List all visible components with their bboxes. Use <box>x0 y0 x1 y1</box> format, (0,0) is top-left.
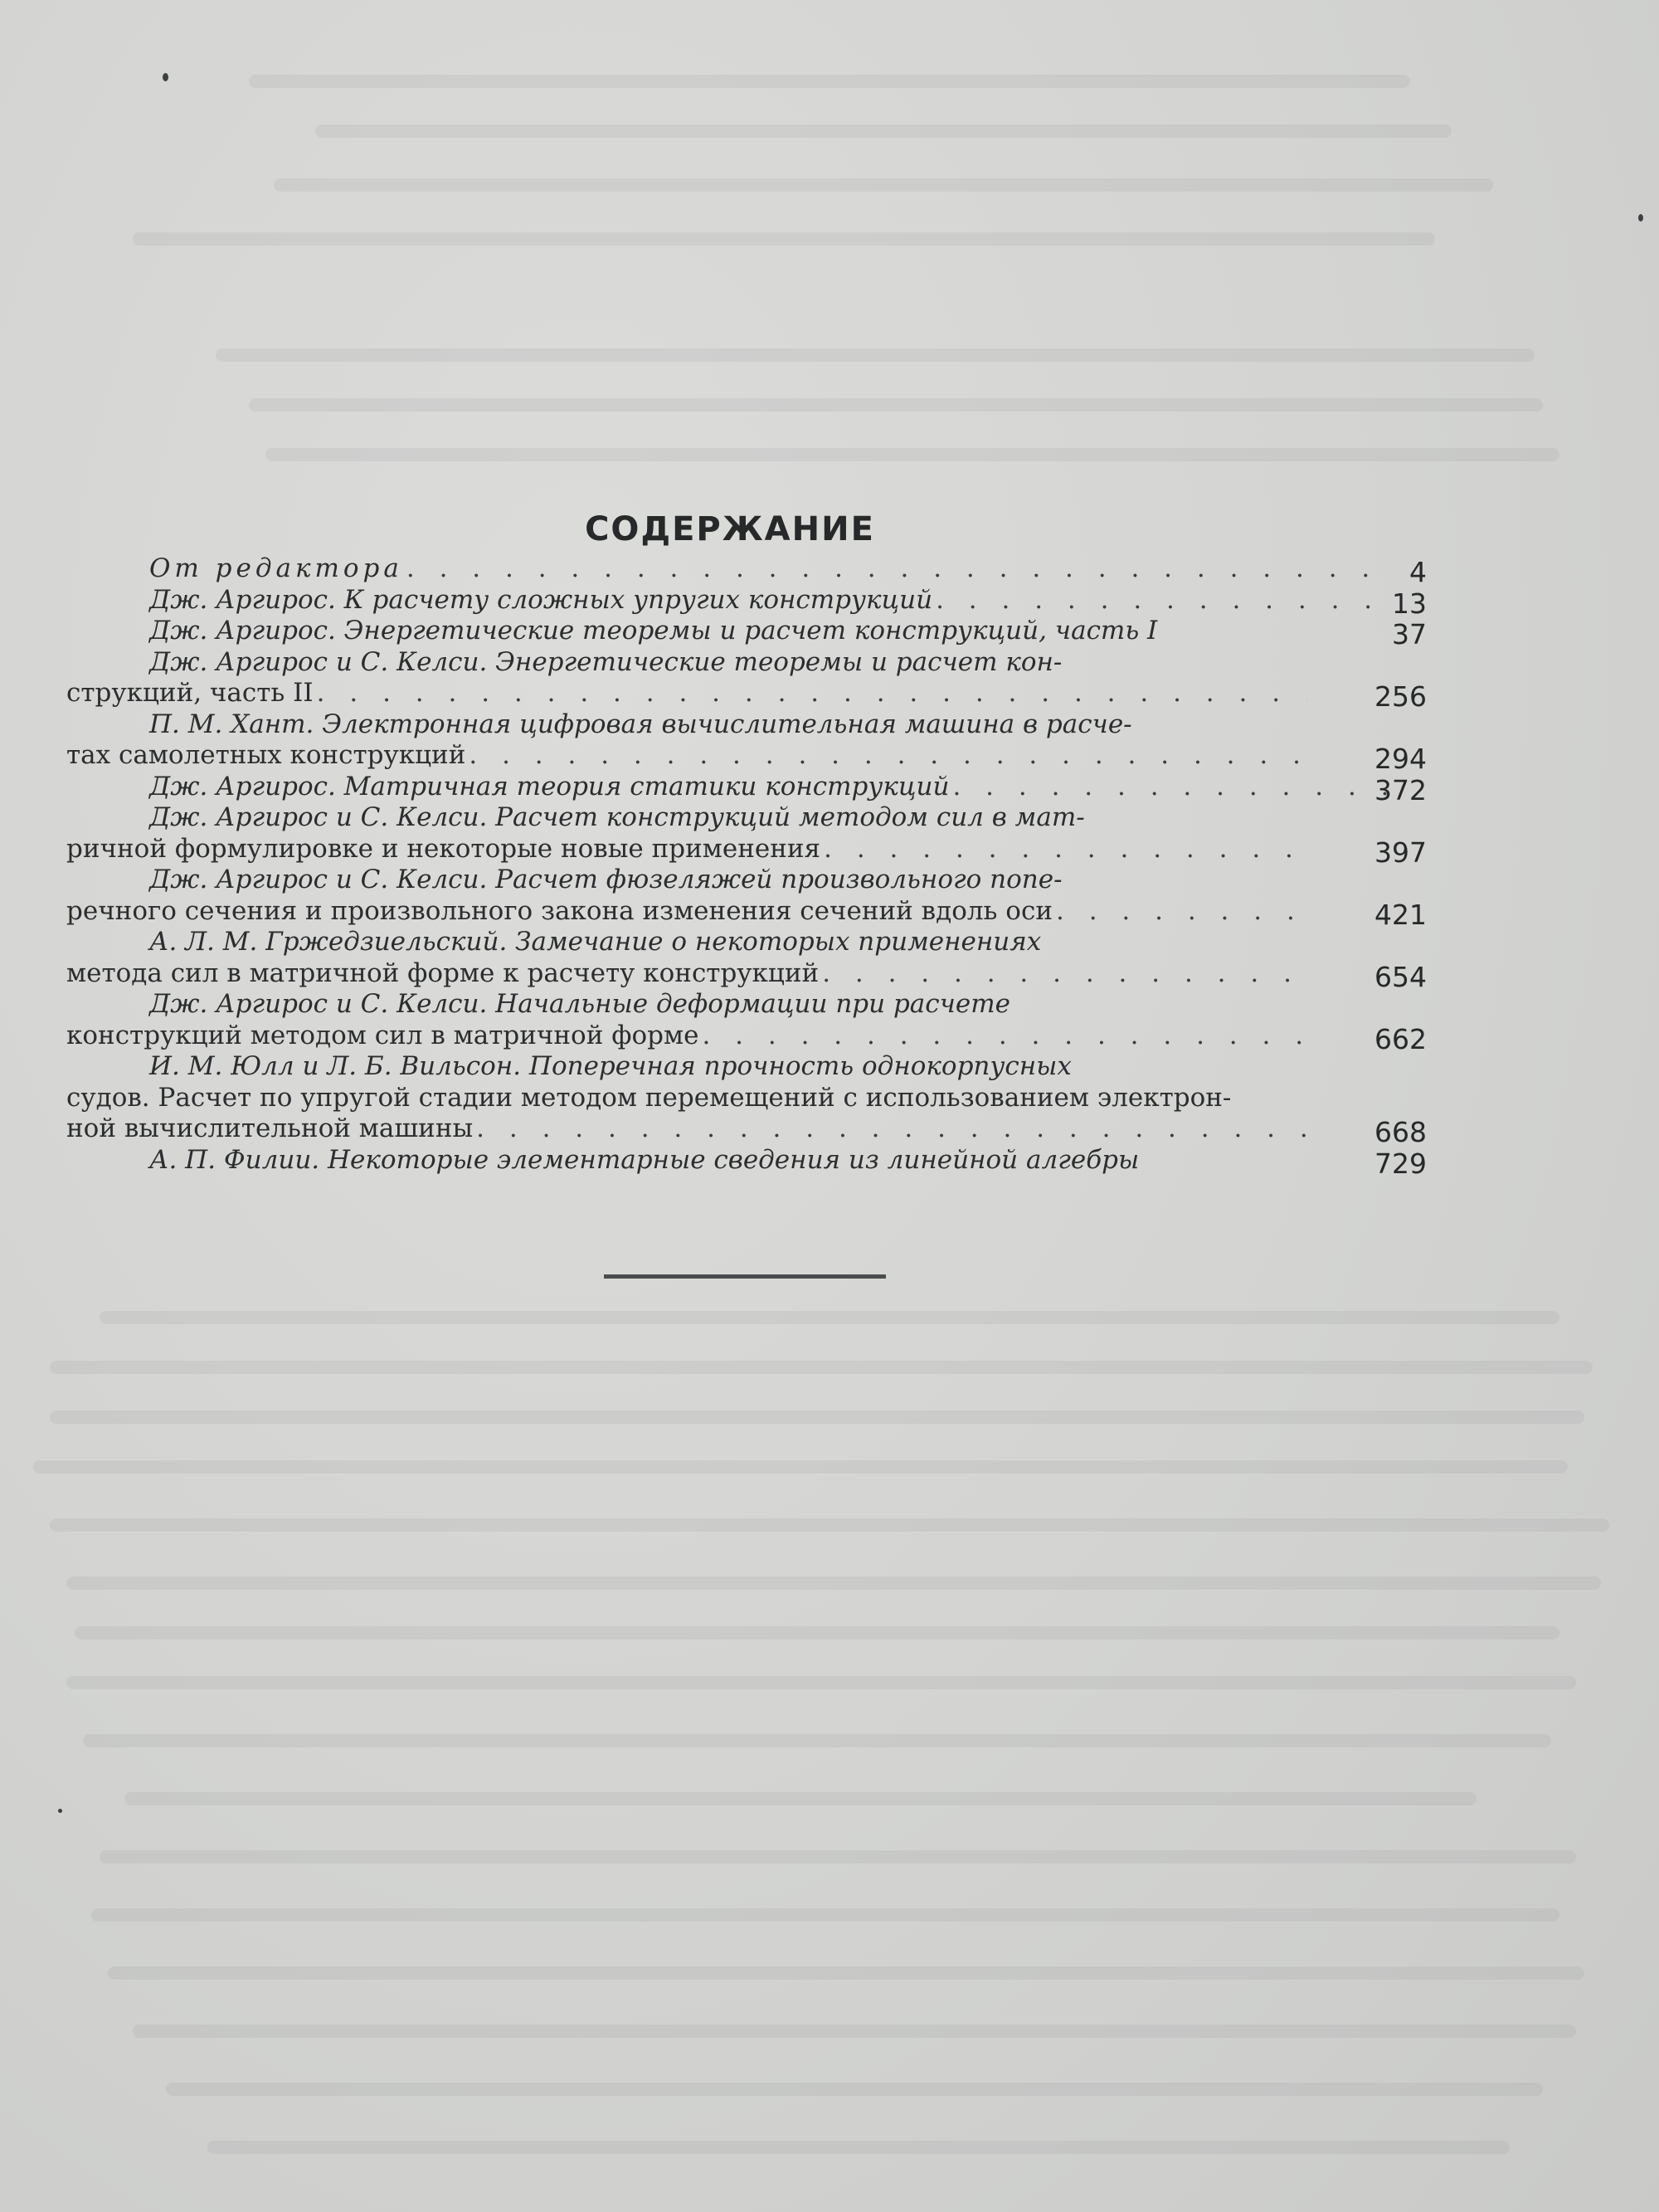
toc-entry <box>66 646 1427 713</box>
entry-text-continued: тах самолетных конструкций <box>66 740 466 770</box>
entry-text: От редактора <box>149 553 403 583</box>
page-number: 372 <box>1374 773 1427 806</box>
page-number: 654 <box>1374 960 1427 993</box>
entry-text: Дж. Аргирос. Матричная теория статики конструкций <box>149 771 950 801</box>
entry-text: Дж. Аргирос. Энергетические теоремы и расчет конструкций, часть I <box>149 616 1158 646</box>
leader-dots <box>469 740 1307 772</box>
closing-rule <box>604 1274 886 1279</box>
toc-entry <box>66 584 1427 620</box>
toc-entry <box>66 616 1427 650</box>
toc-entry <box>66 989 1427 1055</box>
entry-text: Дж. Аргирос. К расчету сложных упругих конструкций <box>149 584 933 615</box>
leader-dots <box>702 1021 1307 1052</box>
entry-text: А. П. Филии. Некоторые элементарные сведения из линейной алгебры <box>149 1144 1140 1175</box>
toc-entry <box>66 865 1427 931</box>
entry-text-continued: ной вычислительной машины <box>66 1113 474 1143</box>
toc-entry <box>66 553 1427 588</box>
entry-text: Дж. Аргирос и С. Келси. Начальные деформации при расчете <box>149 989 1011 1019</box>
entry-text: А. Л. М. Гржедзиельский. Замечание о некоторых применениях <box>149 927 1042 957</box>
page-number: 729 <box>1374 1147 1427 1180</box>
print-speck <box>163 73 168 81</box>
page-number: 37 <box>1392 618 1427 650</box>
entry-text: Дж. Аргирос и С. Келси. Расчет фюзеляжей произвольного попе- <box>149 865 1063 894</box>
page-number: 662 <box>1374 1022 1427 1055</box>
entry-text-continued: метода сил в матричной форме к расчету конструкций <box>66 957 820 988</box>
entry-text-continued: ричной формулировке и некоторые новые применения <box>66 833 821 864</box>
entry-text: И. М. Юлл и Л. Б. Вильсон. Поперечная прочность однокорпусных <box>149 1051 1072 1081</box>
print-speck <box>1638 214 1643 222</box>
page-number: 397 <box>1374 836 1427 869</box>
page-number: 668 <box>1374 1116 1427 1148</box>
toc-entry <box>66 1051 1427 1148</box>
entry-text-continued: струкций, часть II <box>66 678 314 708</box>
toc-entry <box>66 927 1427 993</box>
table-of-contents <box>66 510 1427 1180</box>
leader-dots <box>824 834 1307 865</box>
entry-text-continued: судов. Расчет по упругой стадии методом перемещений с использованием электрон- <box>66 1082 1232 1113</box>
toc-entry <box>66 771 1427 806</box>
leader-dots <box>936 585 1390 616</box>
page-number: 294 <box>1374 743 1427 775</box>
page-number: 256 <box>1374 680 1427 713</box>
entry-text-continued: речного сечения и произвольного закона изменения сечений вдоль оси <box>66 895 1053 926</box>
page-number: 4 <box>1409 556 1427 588</box>
entry-text: П. М. Хант. Электронная цифровая вычислительная машина в расче- <box>149 709 1132 739</box>
leader-dots <box>1056 896 1307 928</box>
leader-dots <box>822 958 1307 990</box>
leader-dots <box>476 1113 1307 1145</box>
toc-entry <box>66 802 1427 869</box>
leader-dots <box>317 678 1307 709</box>
leader-dots <box>406 553 1390 585</box>
toc-entry <box>66 1144 1427 1180</box>
contents-heading: СОДЕРЖАНИЕ <box>585 510 875 548</box>
leader-dots <box>952 772 1390 803</box>
print-speck <box>58 1809 62 1813</box>
entry-text-continued: конструкций методом сил в матричной форме <box>66 1020 699 1050</box>
toc-entry <box>66 709 1427 775</box>
entry-text: Дж. Аргирос и С. Келси. Энергетические теоремы и расчет кон- <box>149 646 1063 677</box>
page-number: 13 <box>1392 587 1427 620</box>
entry-text: Дж. Аргирос и С. Келси. Расчет конструкций методом сил в мат- <box>149 802 1085 832</box>
page-number: 421 <box>1374 898 1427 931</box>
